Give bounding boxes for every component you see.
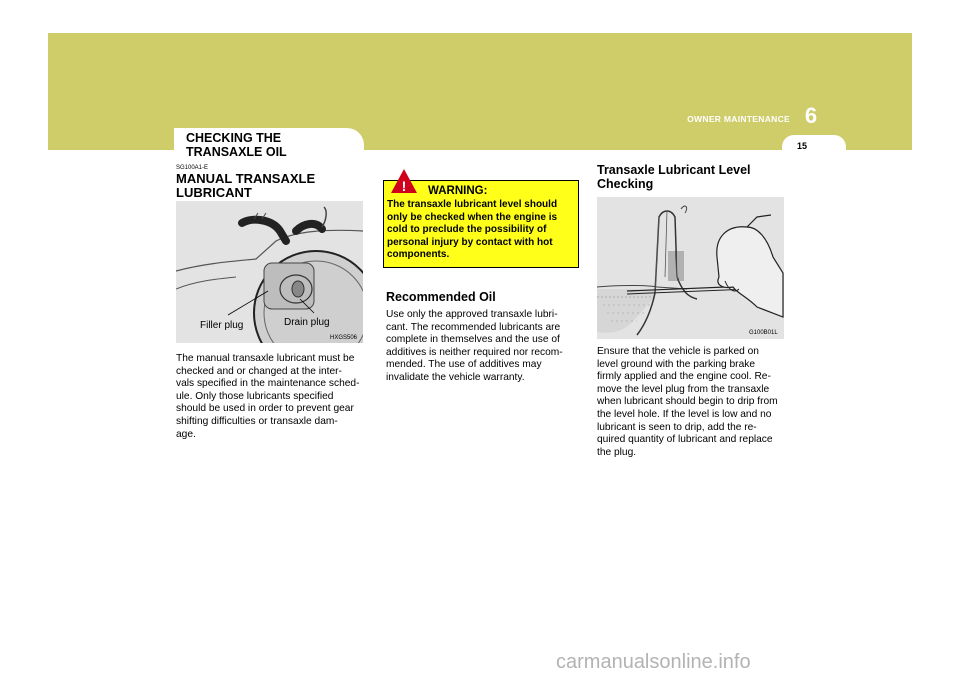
- body-line: Use only the approved transaxle lubri-: [386, 309, 558, 320]
- level-check-heading: [597, 163, 751, 191]
- warning-title: WARNING:: [428, 185, 488, 197]
- body-line: lubricant is seen to drip, add the re-: [597, 421, 757, 433]
- level-check-body: [597, 346, 785, 459]
- heading-line: LUBRICANT: [176, 185, 252, 200]
- warning-line: The transaxle lubricant level should: [387, 199, 558, 210]
- body-line: should be used in order to prevent gear: [176, 403, 354, 415]
- level-check-drawing: [597, 197, 784, 339]
- heading-line: Checking: [597, 177, 654, 191]
- page-number: 15: [796, 141, 807, 151]
- body-line: cant. The recommended lubricants are: [386, 321, 561, 333]
- transaxle-illustration: [176, 201, 363, 343]
- body-line: quired quantity of lubricant and replace: [597, 434, 773, 446]
- exclamation-icon: !: [401, 178, 407, 194]
- body-line: The manual transaxle lubricant must be: [176, 353, 355, 364]
- body-line: checked and or changed at the inter-: [176, 365, 342, 377]
- recommended-oil-body: [386, 309, 576, 385]
- body-line: additives is neither required nor recom-: [386, 346, 563, 358]
- body-line: when lubricant should begin to drip from: [597, 396, 778, 408]
- body-line: the level hole. If the level is low and no: [597, 408, 772, 420]
- recommended-oil-heading: Recommended Oil: [386, 290, 496, 304]
- warning-line: personal injury by contact with hot: [387, 236, 553, 248]
- filler-plug-label: Filler plug: [200, 320, 244, 331]
- body-line: ule. Only those lubricants specified: [176, 390, 334, 402]
- section-title-line: TRANSAXLE OIL: [186, 145, 287, 159]
- body-line: invalidate the vehicle warranty.: [386, 371, 525, 383]
- warning-line: cold to preclude the possibility of: [387, 224, 547, 236]
- body-line: shifting difficulties or transaxle dam-: [176, 415, 338, 427]
- body-line: move the level plug from the transaxle: [597, 383, 770, 395]
- watermark: carmanualsonline.info: [556, 651, 751, 673]
- figure-code: HXGS506: [330, 335, 358, 341]
- figure-code: G100B01L: [749, 330, 778, 336]
- body-line: age.: [176, 428, 196, 440]
- warning-text: [387, 199, 577, 262]
- body-line: firmly applied and the engine cool. Re-: [597, 371, 771, 383]
- section-code: SG100A1-E: [176, 165, 209, 171]
- section-title-line: CHECKING THE: [186, 131, 282, 145]
- manual-transaxle-body: [176, 353, 364, 441]
- chapter-number: 6: [804, 103, 818, 128]
- level-check-illustration: [597, 197, 784, 339]
- body-line: mended. The use of additives may: [386, 359, 542, 371]
- drain-plug-label: Drain plug: [284, 317, 330, 328]
- body-line: Ensure that the vehicle is parked on: [597, 346, 759, 357]
- body-line: complete in themselves and the use of: [386, 334, 560, 346]
- chapter-title: OWNER MAINTENANCE: [687, 114, 790, 124]
- body-line: vals specified in the maintenance sched-: [176, 378, 360, 390]
- manual-transaxle-heading: [176, 172, 315, 200]
- body-line: the plug.: [597, 446, 637, 458]
- section-title: [186, 131, 287, 159]
- body-line: level ground with the parking brake: [597, 358, 756, 370]
- heading-line: Transaxle Lubricant Level: [597, 163, 751, 177]
- heading-line: MANUAL TRANSAXLE: [176, 171, 316, 186]
- warning-line: only be checked when the engine is: [387, 211, 558, 223]
- warning-line: components.: [387, 249, 450, 261]
